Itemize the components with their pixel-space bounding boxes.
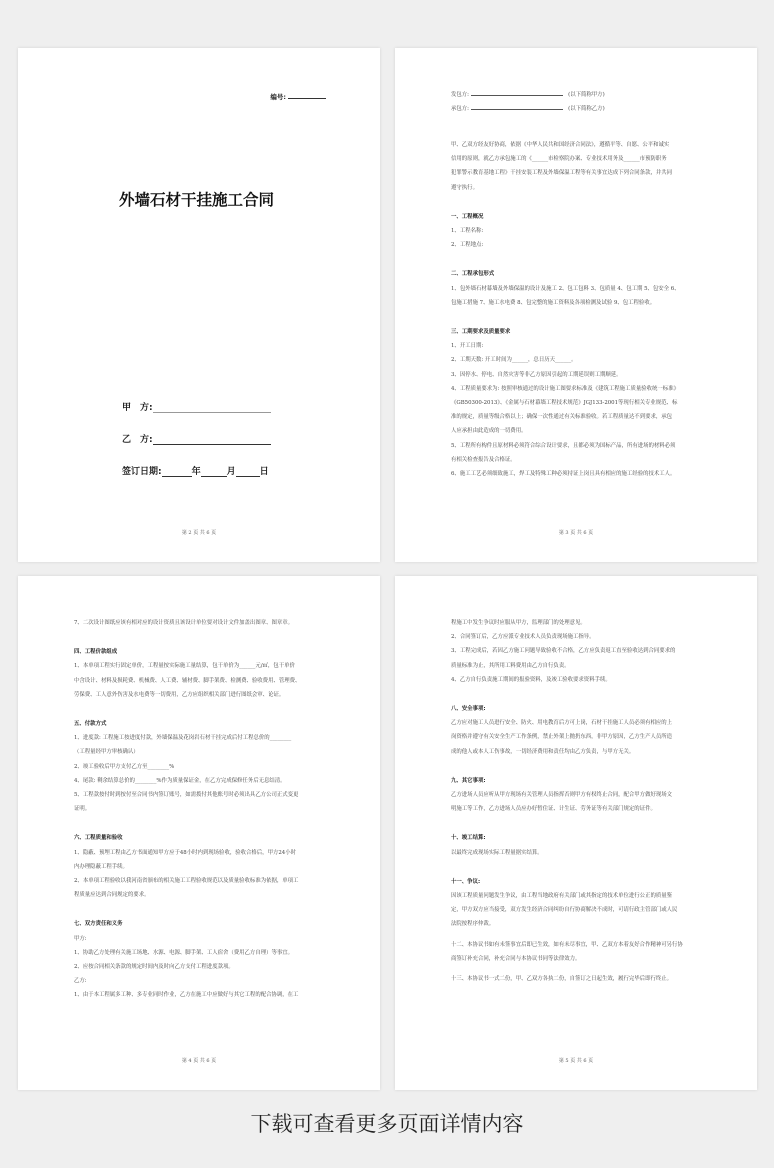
body-line: 2、竣工验收后甲方支付乙方至________% (74, 763, 175, 770)
number-blank (288, 98, 326, 99)
body-line: 1、包外墙石材幕墙及外墙保温的设计及施工 2、包工包料 3、包质量 4、包工期 5、包安全 6、 (451, 285, 680, 292)
paragraph-gap (451, 687, 705, 693)
paragraph-gap (451, 252, 705, 258)
sign-date-label: 签订日期: (122, 467, 162, 477)
body-line: 以最终完成现场实际工程量据实结算。 (451, 849, 543, 856)
body-line: 7、二次设计图纸应该有相对应的设计资质且该设计单位要对设计文件加盖出图章、图章章。 (74, 620, 294, 626)
paragraph-gap (74, 816, 328, 822)
party-b-line (122, 432, 271, 445)
paragraph-gap (451, 816, 705, 822)
body-line: 3、工程完成后，若因乙方施工问题导致验收不合格，乙方应负责返工直至验收达到合同要求的 (451, 648, 676, 655)
paragraph-gap (451, 310, 705, 316)
body-line: 信用的原则，就乙方承包施工的《______市检察院办案、专业技术用务及______市预防职务 (451, 156, 667, 163)
section-heading: 十、竣工结算: (451, 835, 486, 842)
body-line: 商签订补充合同，补充合同与本协议书同等法律效力。 (451, 955, 581, 962)
section-heading: 四、工程价款组成 (74, 649, 118, 656)
party-b-blank (153, 434, 271, 445)
body-line: 2、应按合同相关条款的规定时间内及时向乙方支付工程进度款项。 (74, 964, 234, 971)
page-terms-1 (395, 48, 757, 562)
body-line: 《GB50300-2013》、《金属与石材幕墙工程技术规范》JGJ133-2001等现行相关专业规范、标 (451, 400, 678, 407)
month-label: 月 (226, 467, 236, 477)
sign-date-line (122, 464, 269, 477)
body-line: 2、工期天数: 开工时间为______，总日历天______。 (451, 357, 577, 364)
paragraph-gap (451, 860, 705, 866)
party-a-blank (153, 402, 271, 413)
section-heading: 二、工程承包形式 (451, 271, 495, 278)
section-heading: 三、工期要求及质量要求 (451, 329, 511, 336)
body-line: 4、乙方自行负责施工期间的报验资料，及竣工验收要求资料手续。 (451, 676, 611, 683)
year-blank (162, 466, 192, 477)
body-line: 1、协助乙方处理有关施工场地、水源、电源、脚手架、工人宿舍（费用乙方自理）等事宜。 (74, 949, 294, 956)
body-line: 5、工程款按付时到按付至合同书内签订账号，如需拨付其他账号时必须出具乙方公司正式变更 (74, 792, 299, 799)
contractor-a-blank (471, 95, 563, 96)
download-caption: 下载可查看更多页面详情内容 (250, 1112, 524, 1136)
body-line: 甲方: (74, 935, 87, 942)
contractor-b-line (451, 102, 705, 116)
body-line: 4、尾款: 剩余结算总价的________%作为质量保证金，在乙方完成保修任务后无息结清。 (74, 777, 286, 784)
paragraph-gap (74, 702, 328, 708)
party-b-label: 乙 方: (122, 435, 153, 445)
body-line: 准的规定，质量等级合格以上；确保一次性通过有关标准验收。若工程质量达不到要求，承包 (451, 414, 673, 421)
page-footer: 第 4 页 共 6 页 (181, 1058, 217, 1064)
contractor-b-blank (471, 109, 563, 110)
body-line: 2、本单项工程验收以我河南省颁布的相关施工工程验收规范以及质量验收标准为依据，单项工 (74, 878, 299, 885)
page-footer: 第 3 页 共 6 页 (558, 530, 594, 536)
page-terms-2 (18, 576, 380, 1090)
body-line: 证明。 (74, 806, 91, 813)
number-label: 编号: (270, 93, 286, 101)
body-line: 人应承担由此造成的一切费用。 (451, 428, 527, 435)
body-line: 1、由于本工程属多工种、多专业同时作业，乙方在施工中应做好与其它工程的配合协调，在工 (74, 992, 299, 999)
body-line: 遵守执行。 (451, 184, 478, 191)
body-line: 1、隐蔽、预埋工程由乙方书面通知甲方应于48小时内到现场验收，验收合格后，甲方24小时 (74, 849, 296, 856)
body-line: 明施工等工作，乙方进场人员应办好暂住证、计生证、劳务证等有关部门规定的证件。 (451, 806, 656, 813)
body-line: 5、工程所有构件且原材料必须符合综合设计要求，且都必须为国标产品，所有进场的材料必须 (451, 442, 676, 449)
page-footer: 第 5 页 共 6 页 (558, 1058, 594, 1064)
page-footer: 第 2 页 共 6 页 (181, 530, 217, 536)
paragraph-gap (451, 195, 705, 201)
contractor-b-label: 承包方: (451, 106, 469, 113)
body-line: 甲、乙双方经友好协商，依据《中华人民共和国经济合同法》，遵循平等、自愿、公平和诚实 (451, 142, 670, 148)
body-line: 2、工程地点: (451, 242, 484, 249)
body-line: 十二、本协议书如有未签事宜后即已生效，如有未尽事宜，甲、乙双方本着友好合作精神可另行协 (451, 941, 683, 948)
section-heading: 八、安全事项: (451, 706, 486, 713)
paragraph-gap (451, 759, 705, 765)
body-line: 定，甲方双方应当接受，双方发生经济合同纠纷自行协商解决不成时，可请行政主管部门或人民 (451, 907, 678, 914)
body-line: 十三、本协议书一式二份，甲、乙双方各执二份，自签订之日起生效，履行完毕后即行终止。 (451, 976, 673, 983)
body-line: 乙方: (74, 978, 87, 985)
body-line: 有相关检查报告及合格证。 (451, 456, 516, 463)
party-a-label: 甲 方: (122, 403, 153, 413)
body-line: 4、工程质量要求为: 按照审核通过的设计施工图要求标准及《建筑工程施工质量验收统一标准》 (451, 385, 679, 392)
party-header (451, 88, 705, 116)
body-line: 1、进度款: 工程施工按进度付款，外墙保温及花岗岩石材干挂完成后付工程总价的________ (74, 735, 292, 742)
section-heading: 十一、争议: (451, 878, 481, 885)
terms-body (451, 616, 705, 986)
body-line: 中含设计、材料及损耗费、机械费、人工费、辅材费、脚手架费、检测费、验收费用、管理费、 (74, 677, 301, 684)
contract-title: 外墙石材干挂施工合同 (119, 191, 275, 209)
body-line: （工程量经甲方审核确认） (74, 749, 139, 756)
body-line: 2、合同签订后，乙方应派专业技术人员负责现场施工指导。 (451, 634, 595, 641)
paragraph-gap (74, 902, 328, 908)
body-line: 1、工程名称: (451, 228, 484, 235)
contractor-a-label: 发包方: (451, 92, 469, 98)
body-line: 因该工程质量问题发生争议，由工程当地政府有关部门或其指定的技术单位进行公正的质量鉴 (451, 893, 673, 900)
body-line: 程质量应达到合同规定的要求。 (74, 892, 150, 899)
body-line: 程施工中发生争议时应服从甲方，监理部门的处理意见。 (451, 620, 586, 626)
body-line: 乙方进场人员应听从甲方现场有关管理人员指挥否则甲方有权终止合同，配合甲方做好现场文 (451, 792, 673, 799)
year-label: 年 (191, 467, 201, 477)
body-line: 法院按程序仲裁。 (451, 921, 495, 928)
day-blank (236, 466, 260, 477)
section-heading: 七、双方责任和义务 (74, 921, 123, 928)
body-line: 包施工措施 7、施工水电费 8、包完整的施工资料及各项检测及试验 9、包工程验收。 (451, 299, 656, 306)
section-heading: 六、工程质量和验收 (74, 835, 123, 842)
body-line: 1、本单项工程实行固定单价，工程量按实际施工量结算，包干单价为______元/㎡，包干单价 (74, 663, 295, 670)
body-line: 1、开工日期: (451, 343, 484, 350)
body-line: 劳保费、工人意外伤害及水电费等一切费用，乙方应组织相关部门进行图纸会审、论证。 (74, 691, 285, 698)
day-label: 日 (259, 467, 269, 477)
page-cover (18, 48, 380, 562)
section-heading: 五、付款方式 (74, 721, 107, 728)
month-blank (201, 466, 227, 477)
contractor-a-line (451, 88, 705, 102)
body-line: 3、因停水、停电、自然灾害等非乙方原因引起的工期延误则工期顺延。 (451, 371, 622, 378)
body-line: 质量标准为止，其所用工料费用由乙方自行负责。 (451, 662, 570, 669)
body-line: 成的他人或本人工伤事故，一切经济费用和责任均由乙方负责，与甲方无关。 (451, 748, 635, 755)
paragraph-gap (74, 630, 328, 636)
party-a-line (122, 400, 271, 413)
body-line: 犯罪警示教育基地工程》干挂安装工程及外墙保温工程等有关事宜达成下列合同条款，并共同 (451, 170, 673, 177)
contractor-a-note: (以下简称甲方) (568, 92, 605, 98)
contractor-b-note: (以下简称乙方) (568, 106, 605, 113)
section-heading: 九、其它事项: (451, 777, 486, 784)
section-heading: 一、工程概况 (451, 213, 484, 220)
body-line: 岗资格并遵守有关安全生产工作条例，禁止外架上抛扔东西，非甲方原因，乙方生产人员所造 (451, 734, 673, 741)
body-line: 内办理隐蔽工程手续。 (74, 863, 128, 870)
terms-body (451, 138, 705, 481)
body-line: 乙方应对施工人员进行安全、防火、用电教育后方可上岗，石材干挂施工人员必须有相应的上 (451, 720, 673, 727)
page-terms-3 (395, 576, 757, 1090)
contract-number (270, 92, 326, 101)
terms-body (74, 616, 328, 1003)
body-line: 6、施工工艺必须细致施工，焊工及特殊工种必须持证上岗且具有相应的施工经验的技术工人。 (451, 471, 676, 478)
